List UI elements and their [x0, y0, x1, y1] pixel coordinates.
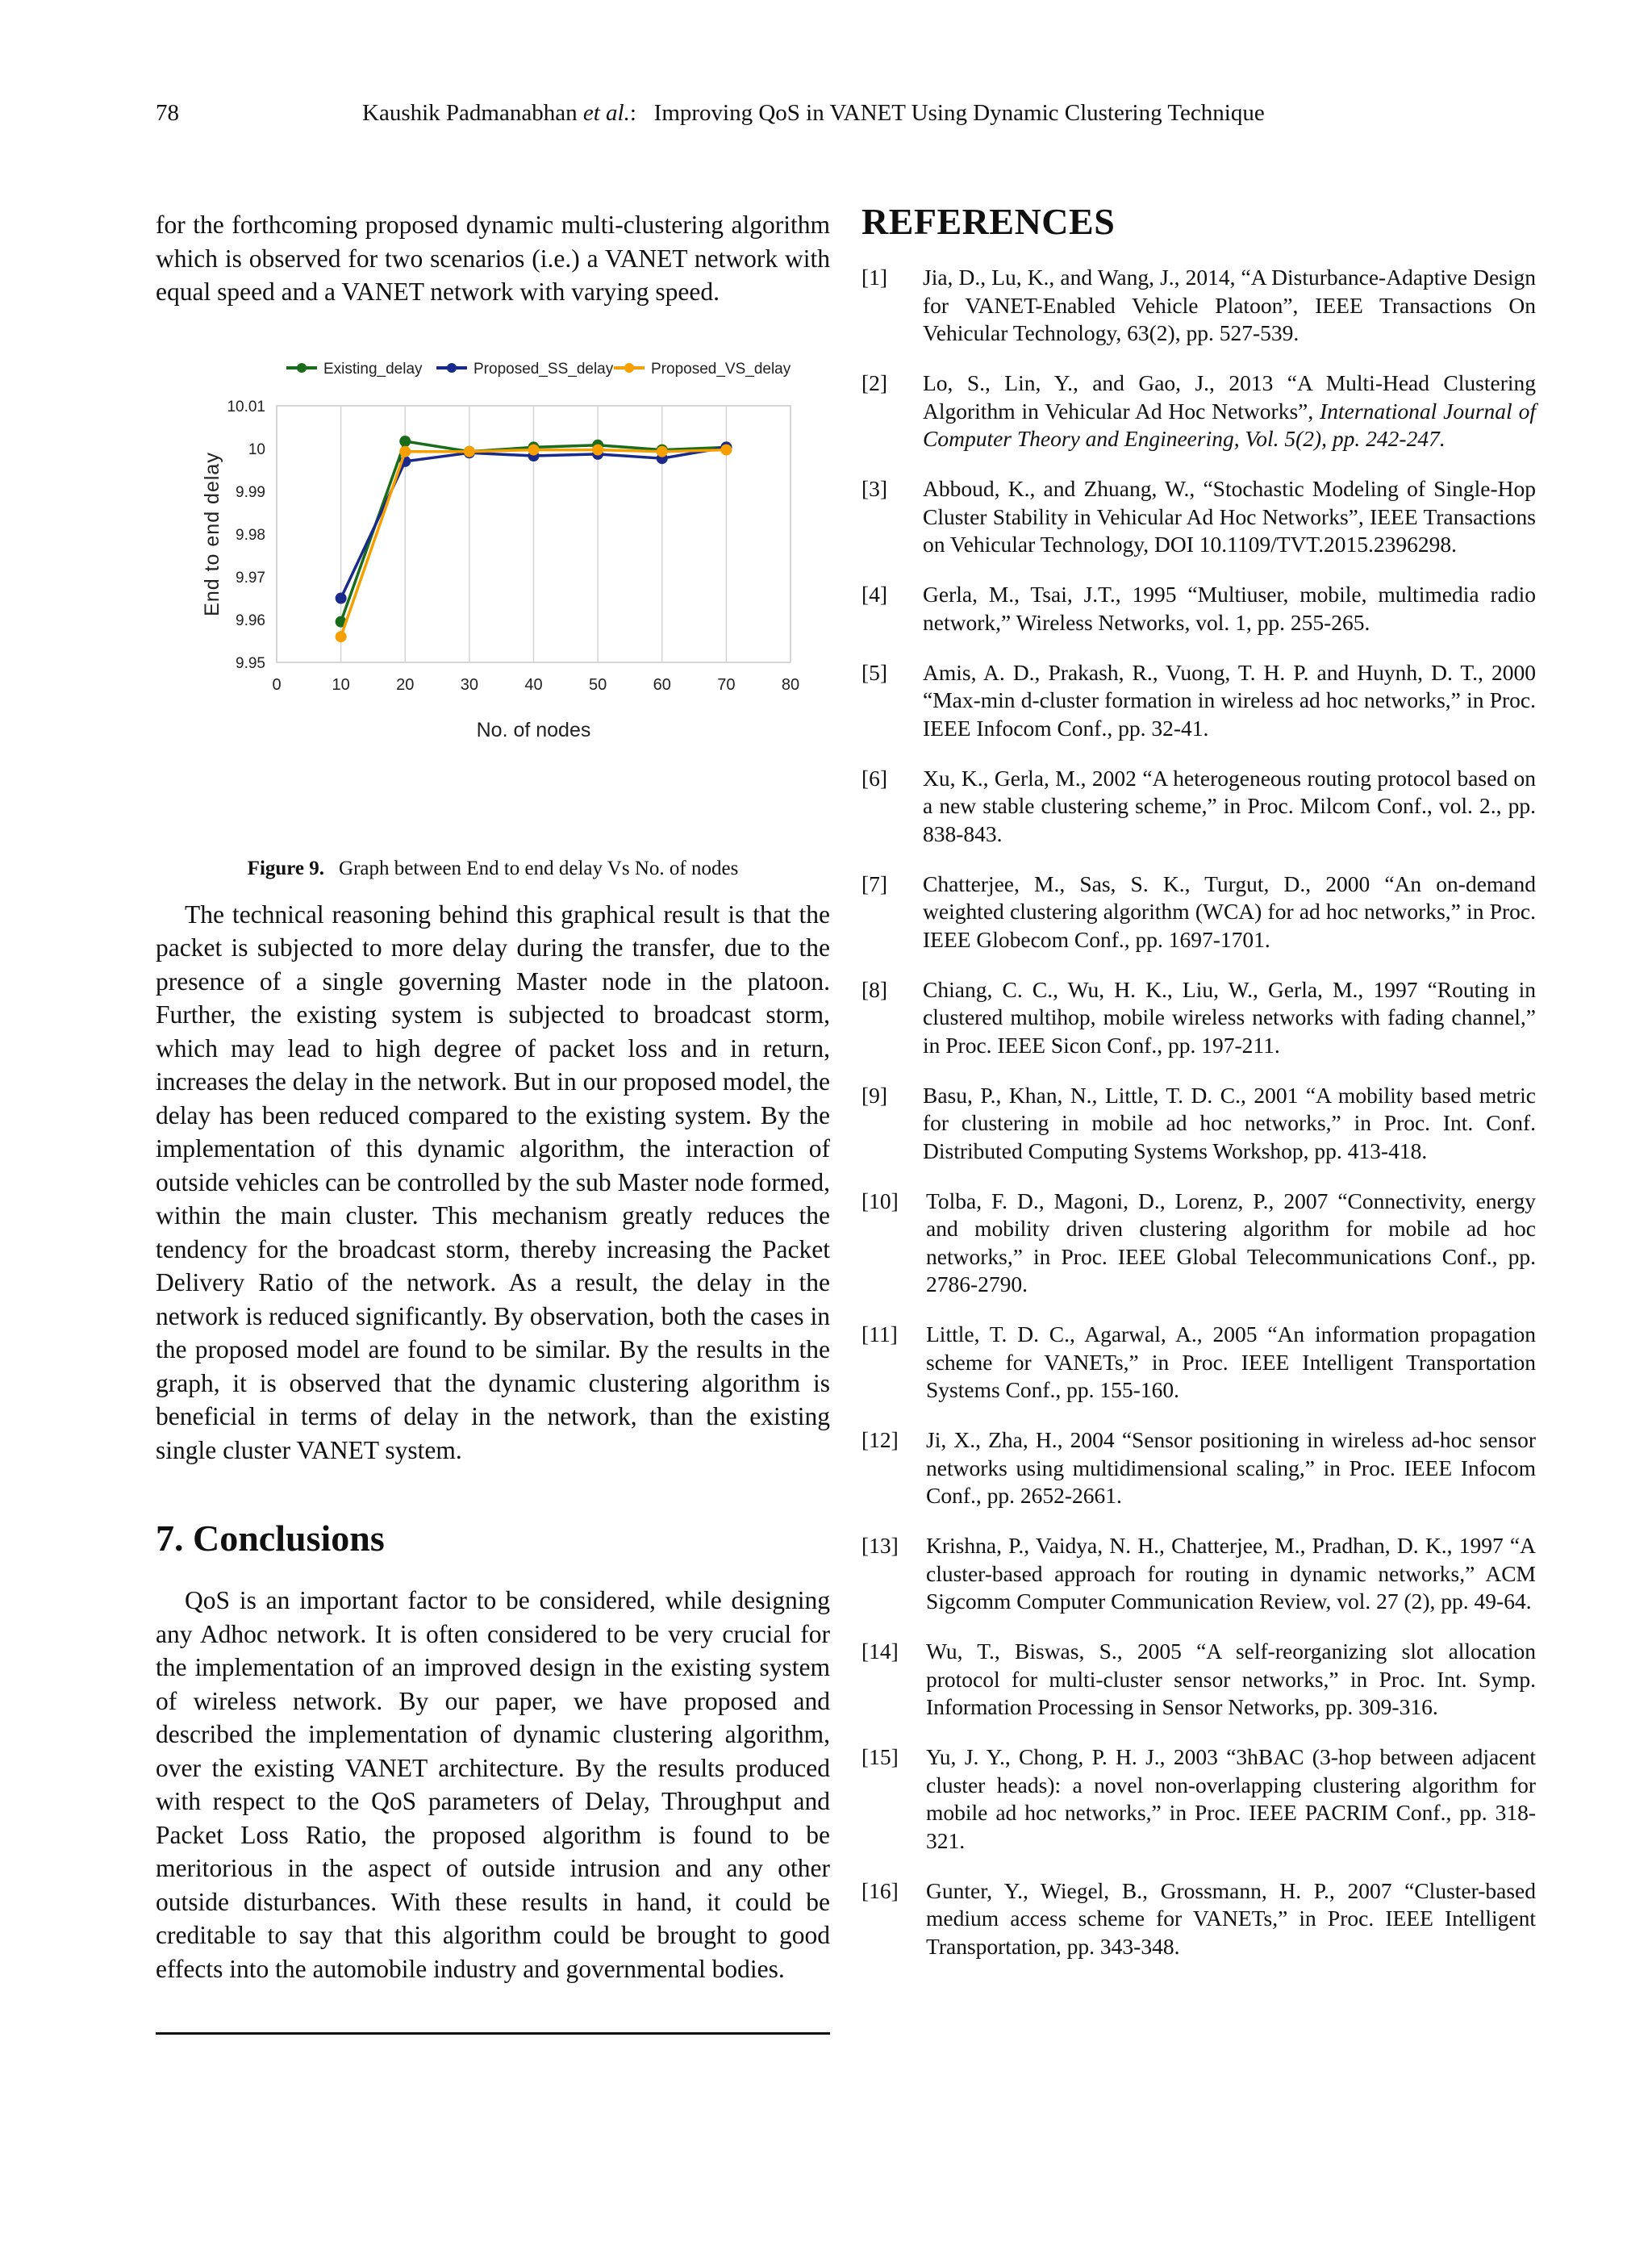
reference-item: [861, 1188, 1536, 1299]
reference-item: [861, 1321, 1536, 1405]
reference-text: Amis, A. D., Prakash, R., Vuong, T. H. P. and Huynh, D. T., 2000 “Max-min d-cluster formation in wireless ad hoc networks,” in Proc. IEEE Infocom Conf., pp. 32-41.: [923, 659, 1536, 741]
reference-item: [861, 1532, 1536, 1616]
reference-item: [861, 1743, 1536, 1855]
x-tick-label: 70: [717, 675, 736, 694]
legend-label: Existing_delay: [323, 360, 423, 378]
page-number: 78: [156, 100, 179, 126]
legend-label: Proposed_VS_delay: [651, 360, 791, 378]
x-axis-label: No. of nodes: [476, 718, 591, 741]
data-point-proposed-vs-delay: [528, 444, 540, 455]
reference-text: Tolba, F. D., Magoni, D., Lorenz, P., 2007 “Connectivity, energy and mobility driven clustering algorithm for mobile ad hoc networks,” in Proc. IEEE Global Telecommunications Conf., pp. 2786-2790.: [926, 1188, 1536, 1296]
data-point-proposed-vs-delay: [592, 444, 603, 455]
reference-number: [13]: [861, 1533, 899, 1558]
reference-number: [15]: [861, 1744, 899, 1769]
y-tick-label: 9.99: [236, 483, 265, 501]
legend-label: Proposed_SS_delay: [473, 360, 614, 378]
figure-caption-text: Graph between End to end delay Vs No. of nodes: [339, 857, 739, 879]
y-tick-label: 9.96: [236, 612, 265, 629]
data-point-proposed-vs-delay: [336, 631, 347, 642]
legend-marker: [297, 363, 307, 373]
legend-marker: [624, 363, 634, 373]
y-tick-label: 10.01: [227, 398, 265, 415]
data-point-proposed-ss-delay: [336, 592, 347, 603]
reference-number: [9]: [861, 1082, 888, 1108]
intro-paragraph: for the forthcoming proposed dynamic multi-clustering algorithm which is observed for two scenarios (i.e.) a VANET network with equal speed and a VANET network with varying speed.: [156, 211, 830, 306]
conclusions-heading: 7. Conclusions: [156, 1518, 385, 1559]
x-tick-label: 80: [781, 675, 800, 694]
reference-number: [6]: [861, 765, 888, 791]
reference-list: [861, 264, 1536, 1960]
x-tick-label: 60: [653, 675, 671, 694]
reference-number: [10]: [861, 1188, 899, 1213]
discussion-paragraph: The technical reasoning behind this graphical result is that the packet is subjected to more delay during the transfer, due to the presence of a single governing Master node in the platoon. Further, the existing system is subjected to broadcast storm, which may lead to high degree of packet loss and in return, increases the delay in the network. But in our proposed model, the delay has been reduced compared to the existing system. By the implementation of this dynamic algorithm, the interaction of outside vehicles can be controlled by the sub Master node formed, within the main cluster. This mechanism greatly reduces the tendency for the broadcast storm, thereby increasing the Packet Delivery Ratio of the network. As a result, the delay in the network is reduced significantly. By observation, both the cases in the proposed model are found to be similar. By the results in the graph, it is observed that the dynamic clustering algorithm is beneficial in terms of delay in the network, than the existing single cluster VANET system.: [156, 900, 830, 1464]
header-paper-title: Improving QoS in VANET Using Dynamic Clustering Technique: [653, 100, 1265, 126]
reference-text: Jia, D., Lu, K., and Wang, J., 2014, “A Disturbance-Adaptive Design for VANET-Enabled Vehicle Platoon”, IEEE Transactions On Vehicular Technology, 63(2), pp. 527-539.: [923, 265, 1536, 345]
header-separator: :: [629, 100, 636, 126]
reference-item: [861, 369, 1536, 453]
reference-number: [7]: [861, 870, 888, 896]
reference-number: [5]: [861, 659, 888, 685]
reference-item: [861, 264, 1536, 348]
reference-text: Gunter, Y., Wiegel, B., Grossmann, H. P., 2007 “Cluster-based medium access scheme for VANETs,” in Proc. IEEE Intelligent Transportation, pp. 343-348.: [926, 1877, 1536, 1959]
reference-item: [861, 976, 1536, 1060]
data-point-existing-delay: [399, 435, 411, 446]
reference-item: [861, 581, 1536, 637]
running-title: [362, 100, 1265, 127]
reference-text: Basu, P., Khan, N., Little, T. D. C., 2001 “A mobility based metric for clustering in mobile ad hoc networks,” in Proc. Int. Conf. Distributed Computing Systems Workshop, pp. 413-418.: [923, 1082, 1536, 1163]
running-header: [156, 95, 1533, 136]
reference-text: Wu, T., Biswas, S., 2005 “A self-reorganizing slot allocation protocol for multi-cluster sensor networks,” in Proc. Int. Symp. Information Processing in Sensor Networks, pp. 309-316.: [926, 1639, 1536, 1719]
figure-label: Figure 9.: [247, 857, 325, 879]
data-point-proposed-vs-delay: [399, 445, 411, 457]
header-et-al: et al.: [582, 100, 630, 126]
reference-text: Abboud, K., and Zhuang, W., “Stochastic Modeling of Single-Hop Cluster Stability in Vehicular Ad Hoc Networks”, IEEE Transactions on Vehicular Technology, DOI 10.1109/TVT.2015.2396298.: [923, 476, 1536, 557]
reference-item: [861, 1638, 1536, 1722]
left-column: [156, 208, 830, 2035]
reference-text: Little, T. D. C., Agarwal, A., 2005 “An information propagation scheme for VANETs,” in Proc. IEEE Intelligent Transportation Systems Conf., pp. 155-160.: [926, 1321, 1536, 1402]
reference-number: [2]: [861, 370, 888, 395]
end-rule: [156, 2032, 830, 2035]
conclusions-paragraph: QoS is an important factor to be considered, while designing any Adhoc network. It is often considered to be very crucial for the implementation of an improved design in the existing system of wireless network. By our paper, we have proposed and described the implementation of dynamic clustering algorithm, over the existing VANET architecture. By the results produced with respect to the QoS parameters of Delay, Throughput and Packet Loss Ratio, the proposed algorithm is found to be meritorious in the aspect of outside intrusion and any other outside disturbances. With these results in hand, it could be creditable to say that this algorithm could be brought to good effects into the automobile industry and governmental bodies.: [156, 1586, 830, 1983]
y-tick-label: 9.98: [236, 526, 265, 544]
right-column: [861, 200, 1536, 1983]
reference-text: Lo, S., Lin, Y., and Gao, J., 2013 “A Multi-Head Clustering Algorithm in Vehicular Ad Hoc Networks”,: [923, 370, 1536, 424]
data-point-proposed-vs-delay: [720, 444, 732, 455]
reference-text: Gerla, M., Tsai, J.T., 1995 “Multiuser, mobile, multimedia radio network,” Wireless Networks, vol. 1, pp. 255-265.: [923, 582, 1536, 635]
data-point-proposed-vs-delay: [657, 445, 668, 457]
reference-number: [14]: [861, 1639, 899, 1664]
reference-number: [1]: [861, 265, 888, 290]
header-authors: Kaushik Padmanabhan: [362, 100, 578, 126]
y-tick-label: 9.97: [236, 569, 265, 587]
delay-chart: [156, 341, 830, 793]
reference-item: [861, 1082, 1536, 1166]
reference-text: Ji, X., Zha, H., 2004 “Sensor positioning in wireless ad-hoc sensor networks using multidimensional scaling,” in Proc. IEEE Infocom Conf., pp. 2652-2661.: [926, 1427, 1536, 1508]
x-tick-label: 40: [524, 675, 543, 694]
reference-item: [861, 765, 1536, 849]
reference-text: Krishna, P., Vaidya, N. H., Chatterjee, M., Pradhan, D. K., 1997 “A cluster-based approach for routing in dynamic networks,” ACM Sigcomm Computer Communication Review, vol. 27 (2), pp. 49-64.: [926, 1533, 1536, 1614]
reference-text: Xu, K., Gerla, M., 2002 “A heterogeneous routing protocol based on a new stable clustering scheme,” in Proc. Milcom Conf., vol. 2., pp. 838-843.: [923, 765, 1536, 846]
reference-item: [861, 659, 1536, 743]
x-tick-label: 50: [589, 675, 607, 694]
reference-item: [861, 1426, 1536, 1510]
y-axis-label: End to end delay: [201, 451, 223, 616]
reference-item: [861, 1877, 1536, 1961]
x-tick-label: 0: [272, 675, 282, 694]
reference-item: [861, 475, 1536, 559]
figure-9: [156, 341, 830, 858]
y-tick-label: 10: [248, 440, 265, 458]
reference-number: [12]: [861, 1427, 899, 1452]
legend-marker: [447, 363, 457, 373]
reference-number: [16]: [861, 1877, 899, 1903]
figure-caption: [156, 858, 830, 880]
references-heading: REFERENCES: [861, 201, 1116, 242]
reference-number: [3]: [861, 476, 888, 501]
x-tick-label: 30: [460, 675, 478, 694]
x-tick-label: 20: [396, 675, 415, 694]
data-point-proposed-vs-delay: [464, 445, 475, 457]
reference-text: Chatterjee, M., Sas, S. K., Turgut, D., 2000 “An on-demand weighted clustering algorithm (WCA) for ad hoc networks,” in Proc. IEEE Globecom Conf., pp. 1697-1701.: [923, 870, 1536, 952]
reference-number: [8]: [861, 976, 888, 1002]
y-tick-label: 9.95: [236, 654, 265, 672]
reference-number: [11]: [861, 1321, 898, 1346]
reference-text: Chiang, C. C., Wu, H. K., Liu, W., Gerla, M., 1997 “Routing in clustered multihop, mobile wireless networks with fading channel,” in Proc. IEEE Sicon Conf., pp. 197-211.: [923, 976, 1536, 1058]
reference-text: Yu, J. Y., Chong, P. H. J., 2003 “3hBAC (3-hop between adjacent cluster heads): a novel non-overlapping clustering algorithm for mobile ad hoc networks,” in Proc. IEEE PACRIM Conf., pp. 318-321.: [926, 1744, 1536, 1853]
reference-item: [861, 870, 1536, 954]
x-tick-label: 10: [332, 675, 350, 694]
reference-number: [4]: [861, 582, 888, 607]
reference-journal: International Journal of Computer Theory and Engineering, Vol. 5(2), pp. 242-247.: [923, 398, 1536, 451]
